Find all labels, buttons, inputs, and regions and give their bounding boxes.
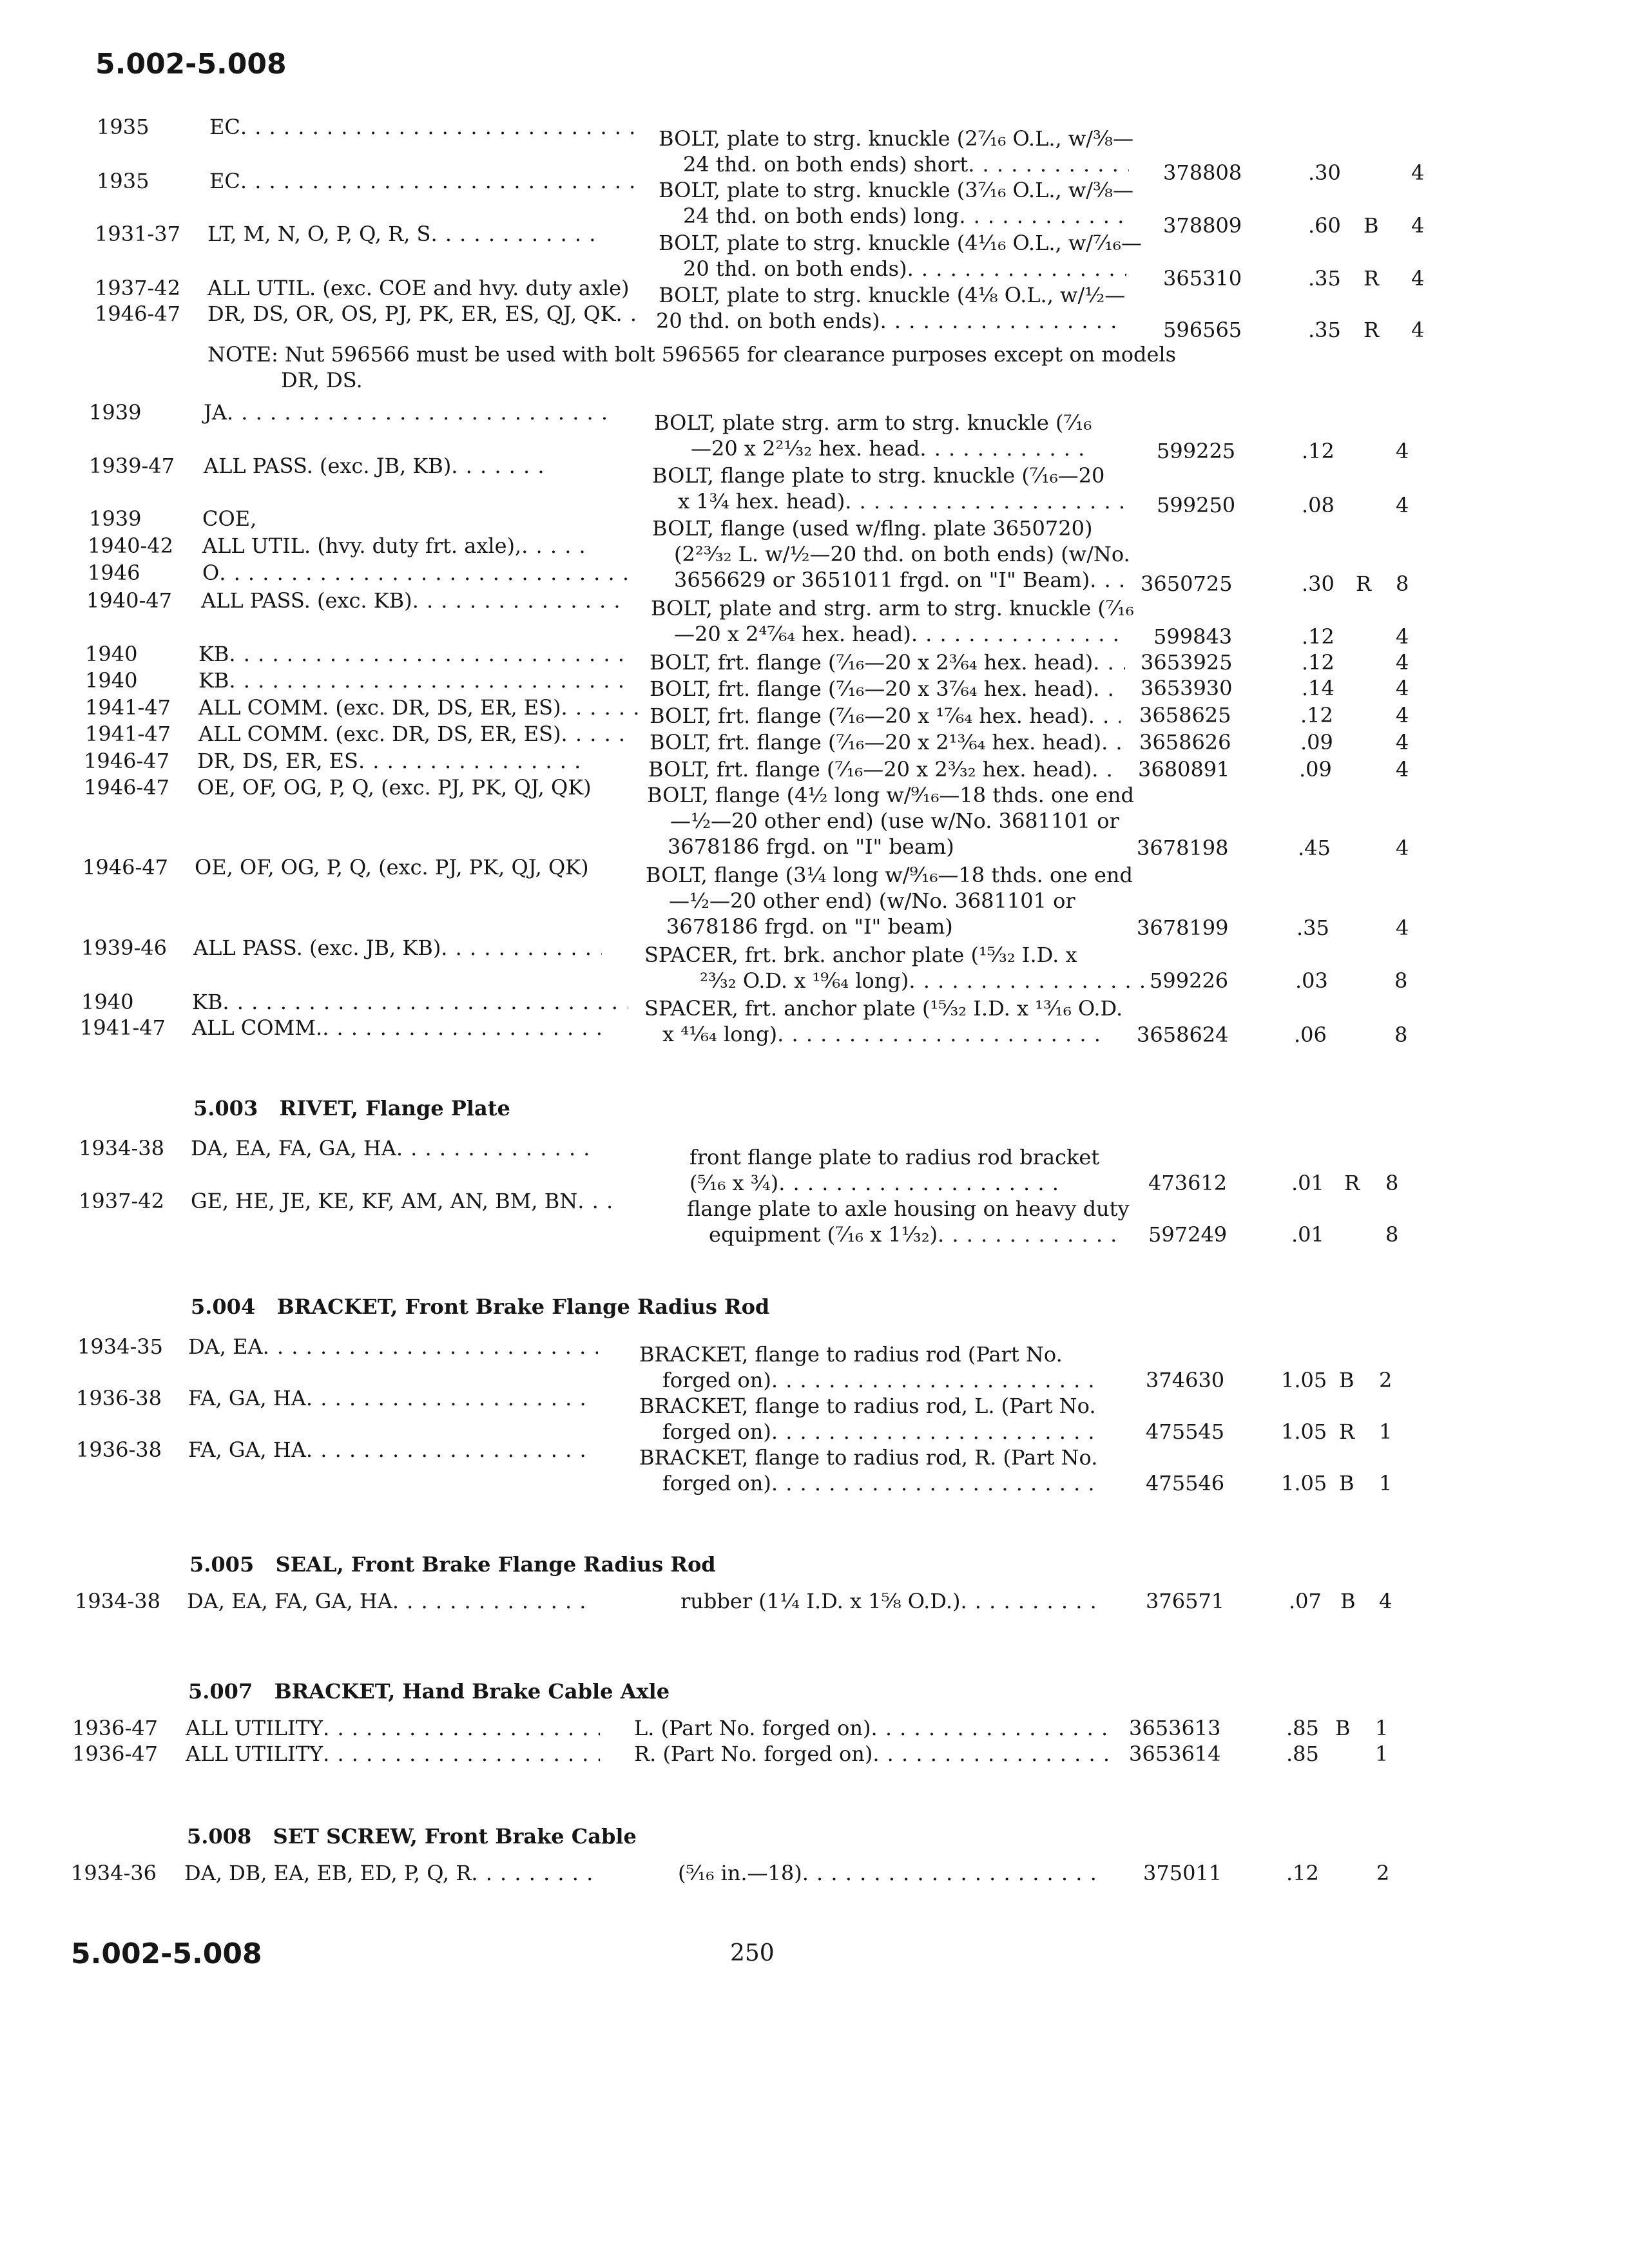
part-number: 599843 [1153, 624, 1233, 649]
description-line: BOLT, frt. flange (⁷⁄₁₆—20 x 2¹³⁄₆₄ hex. head). . . [650, 729, 1127, 755]
year: 1939-47 [89, 454, 175, 478]
section-heading [187, 1823, 637, 1849]
price: .09 [1299, 757, 1332, 782]
part-number: 3678199 [1137, 916, 1229, 940]
description-line: BOLT, plate to strg. knuckle (2⁷⁄₁₆ O.L., w/⅜— [659, 126, 1134, 151]
model: KB. . . [198, 641, 628, 667]
year: 1931-37 [95, 222, 180, 246]
part-number: 3680891 [1138, 757, 1230, 782]
description-line: forged on). . . [662, 1470, 1094, 1496]
year: 1935 [97, 169, 149, 193]
model: ALL UTILITY. . . [186, 1715, 600, 1741]
model: DA, EA, FA, GA, HA. . . [191, 1135, 590, 1161]
description-line: 24 thd. on both ends) short. . . [683, 151, 1129, 177]
quantity: 8 [1394, 1023, 1408, 1047]
part-number: 3653613 [1129, 1716, 1221, 1740]
description-line: SPACER, frt. brk. anchor plate (¹⁵⁄₃₂ I.D. x [644, 943, 1077, 967]
section-title: SET SCREW, Front Brake Cable [273, 1824, 637, 1849]
year: 1936-47 [72, 1716, 158, 1740]
price: .08 [1302, 493, 1335, 517]
description-line: ²³⁄₃₂ O.D. x ¹⁹⁄₆₄ long). . . [700, 968, 1153, 994]
price: .85 [1286, 1742, 1319, 1766]
year: 1940-47 [86, 588, 172, 613]
quantity: 4 [1396, 624, 1409, 649]
description-line: BOLT, frt. flange (⁷⁄₁₆—20 x ¹⁷⁄₆₄ hex. head). . . [650, 703, 1121, 729]
page-header-range: 5.002-5.008 [95, 48, 287, 81]
section-number: 5.008 [187, 1824, 252, 1849]
quantity: 8 [1385, 1222, 1399, 1247]
model: GE, HE, JE, KE, KF, AM, AN, BM, BN. . . [191, 1188, 622, 1214]
price: 1.05 [1281, 1368, 1327, 1392]
description-line: SPACER, frt. anchor plate (¹⁵⁄₃₂ I.D. x ¹³⁄₁₆ O.D. [644, 996, 1123, 1021]
model: ALL PASS. (exc. JB, KB). . . [193, 935, 602, 961]
model: O. . . [202, 560, 631, 586]
description-line: BOLT, frt. flange (⁷⁄₁₆—20 x 2³⁄₆₄ hex. head). . . [650, 649, 1125, 675]
year: 1939-46 [81, 936, 167, 960]
price: .14 [1302, 676, 1335, 700]
description-line: 20 thd. on both ends). . . [656, 308, 1125, 334]
part-number: 378808 [1163, 160, 1242, 185]
model: ALL UTILITY. . . [186, 1741, 600, 1767]
description-line: —½—20 other end) (w/No. 3681101 or [669, 889, 1075, 913]
description-line: BOLT, flange plate to strg. knuckle (⁷⁄₁₆—20 [652, 463, 1105, 488]
model: FA, GA, HA. . . [188, 1437, 590, 1463]
model: DR, DS, ER, ES. . . [197, 748, 590, 774]
page-footer-range: 5.002-5.008 [71, 1937, 262, 1970]
model: DA, EA. . . [188, 1334, 598, 1360]
description-line: flange plate to axle housing on heavy duty [687, 1196, 1130, 1221]
price: .35 [1308, 318, 1341, 342]
section-title: BRACKET, Hand Brake Cable Axle [274, 1679, 670, 1704]
quantity: 4 [1411, 213, 1425, 238]
quantity: 4 [1396, 836, 1409, 860]
description-line: BOLT, frt. flange (⁷⁄₁₆—20 x 3⁷⁄₆₄ hex. head). . . [650, 676, 1119, 702]
code: R [1364, 266, 1380, 291]
part-number: 376571 [1146, 1589, 1225, 1613]
part-number: 375011 [1143, 1861, 1222, 1885]
code: R [1339, 1419, 1355, 1444]
description-line: BOLT, flange (4½ long w/⁹⁄₁₆—18 thds. one end [647, 783, 1135, 807]
part-number: 374630 [1146, 1368, 1225, 1392]
model: COE, [202, 506, 257, 531]
model: DA, EA, FA, GA, HA. . . [187, 1588, 592, 1614]
section-title: SEAL, Front Brake Flange Radius Rod [275, 1552, 716, 1577]
model: DA, DB, EA, EB, ED, P, Q, R. . . [184, 1860, 593, 1886]
description-line: BOLT, plate to strg. knuckle (3⁷⁄₁₆ O.L., w/⅜— [659, 178, 1134, 202]
model: LT, M, N, O, P, Q, R, S. . . [207, 221, 598, 247]
quantity: 4 [1396, 676, 1409, 700]
model: ALL COMM. (exc. DR, DS, ER, ES). . . [198, 695, 639, 720]
part-number: 3653930 [1141, 676, 1233, 700]
description-line: x ⁴¹⁄₆₄ long). . . [662, 1021, 1099, 1047]
description-line: BOLT, flange (3¼ long w/⁹⁄₁₆—18 thds. one end [646, 863, 1133, 887]
description-line: 3678186 frgd. on "I" beam) [668, 834, 954, 859]
price: .35 [1308, 266, 1341, 291]
section-title: BRACKET, Front Brake Flange Radius Rod [276, 1294, 770, 1319]
note-text: NOTE: Nut 596566 must be used with bolt 596565 for clearance purposes except on models [207, 342, 1177, 367]
part-number: 3658626 [1139, 730, 1231, 754]
section-heading [189, 1552, 716, 1577]
description-line: BOLT, plate and strg. arm to strg. knuckle (⁷⁄₁₆ [651, 596, 1134, 620]
description-line: x 1¾ hex. head). . . [678, 488, 1128, 514]
model: EC. . . [209, 114, 640, 140]
quantity: 4 [1411, 160, 1425, 185]
model: KB. . . [192, 989, 628, 1015]
model: ALL PASS. (exc. JB, KB). . . [204, 453, 548, 479]
section-number: 5.005 [189, 1552, 255, 1577]
year: 1934-38 [79, 1136, 164, 1160]
description-line: —20 x 2²¹⁄₃₂ hex. head. . . [691, 436, 1094, 461]
model: KB. . . [198, 668, 628, 693]
year: 1934-35 [77, 1334, 163, 1359]
year: 1946-47 [82, 855, 168, 879]
price: .07 [1289, 1589, 1322, 1613]
quantity: 8 [1396, 572, 1409, 596]
year: 1935 [97, 115, 149, 139]
part-number: 599226 [1150, 968, 1229, 993]
year: 1934-36 [71, 1861, 157, 1885]
description-line: forged on). . . [662, 1367, 1094, 1393]
quantity: 4 [1396, 650, 1409, 675]
part-number: 365310 [1163, 266, 1242, 291]
part-number: 3658624 [1137, 1023, 1229, 1047]
quantity: 4 [1396, 439, 1409, 463]
year: 1936-47 [72, 1742, 158, 1766]
description-line: L. (Part No. forged on). . . [634, 1715, 1115, 1741]
price: 1.05 [1281, 1419, 1327, 1444]
part-number: 599225 [1157, 439, 1236, 463]
model: JA. . . [204, 399, 613, 425]
part-number: 475545 [1146, 1419, 1225, 1444]
description-line: (⁵⁄₁₆ in.—18). . . [678, 1860, 1105, 1886]
year: 1937-42 [79, 1189, 164, 1213]
part-number: 3658625 [1139, 703, 1231, 727]
quantity: 4 [1379, 1589, 1393, 1613]
part-number: 3650725 [1141, 572, 1233, 596]
model: FA, GA, HA. . . [188, 1385, 590, 1411]
description-line: (⁵⁄₁₆ x ¾). . . [689, 1170, 1062, 1196]
price: .12 [1302, 439, 1335, 463]
year: 1936-38 [76, 1437, 162, 1462]
code: R [1364, 318, 1380, 342]
part-number: 596565 [1163, 318, 1242, 342]
price: .30 [1302, 572, 1335, 596]
year: 1934-38 [75, 1589, 160, 1613]
year: 1941-47 [85, 722, 171, 746]
price: .03 [1295, 968, 1328, 993]
description-line: (2²³⁄₃₂ L. w/½—20 thd. on both ends) (w/No. [674, 542, 1130, 566]
price: .85 [1286, 1716, 1319, 1740]
year: 1939 [89, 400, 142, 425]
description-line: BOLT, plate to strg. knuckle (4¹⁄₁₆ O.L., w/⁷⁄₁₆— [659, 231, 1142, 255]
note-text: DR, DS. [281, 368, 363, 392]
part-number: 3653614 [1129, 1742, 1221, 1766]
description-line: 20 thd. on both ends). . . [683, 256, 1126, 282]
year: 1940-42 [88, 533, 173, 558]
quantity: 4 [1396, 703, 1409, 727]
quantity: 2 [1376, 1861, 1390, 1885]
year: 1946-47 [84, 749, 169, 773]
section-heading [191, 1294, 769, 1320]
code: B [1364, 213, 1379, 238]
part-number: 3653925 [1141, 650, 1233, 675]
description-line: equipment (⁷⁄₁₆ x 1¹⁄₃₂). . . [709, 1222, 1124, 1247]
description-line: BOLT, flange (used w/flng. plate 3650720) [652, 516, 1093, 541]
year: 1946-47 [84, 775, 169, 800]
year: 1939 [89, 506, 142, 531]
description-line: BOLT, plate to strg. knuckle (4⅛ O.L., w/½— [659, 283, 1126, 307]
description-line: —20 x 2⁴⁷⁄₆₄ hex. head). . . [674, 621, 1117, 647]
part-number: 475546 [1146, 1471, 1225, 1495]
year: 1941-47 [85, 695, 171, 720]
model: EC. . . [209, 168, 640, 194]
section-heading [193, 1095, 510, 1121]
code: R [1356, 572, 1372, 596]
quantity: 4 [1396, 916, 1409, 940]
price: .01 [1291, 1171, 1324, 1195]
page-number: 250 [730, 1940, 775, 1966]
year: 1937-42 [95, 276, 180, 300]
part-number: 3678198 [1137, 836, 1229, 860]
year: 1946 [88, 561, 140, 585]
price: .12 [1302, 624, 1335, 649]
description-line: 3656629 or 3651011 frgd. on "I" Beam). . . [674, 567, 1128, 593]
description-line: 3678186 frgd. on "I" beam) [666, 914, 953, 939]
model: OE, OF, OG, P, Q, (exc. PJ, PK, QJ, QK) [195, 855, 589, 879]
price: .60 [1308, 213, 1341, 238]
year: 1941-47 [80, 1015, 166, 1040]
description-line: BOLT, plate strg. arm to strg. knuckle (⁷⁄₁₆ [654, 410, 1092, 435]
quantity: 4 [1396, 730, 1409, 754]
description-line: forged on). . . [662, 1419, 1094, 1445]
quantity: 4 [1411, 318, 1425, 342]
price: .01 [1291, 1222, 1324, 1247]
description-line: BRACKET, flange to radius rod, R. (Part No. [639, 1445, 1098, 1470]
part-number: 378809 [1163, 213, 1242, 238]
section-number: 5.004 [191, 1294, 256, 1319]
description-line: R. (Part No. forged on). . . [634, 1741, 1111, 1767]
code: B [1339, 1471, 1354, 1495]
description-line: BRACKET, flange to radius rod, L. (Part No. [639, 1394, 1096, 1418]
description-line: BRACKET, flange to radius rod (Part No. [639, 1342, 1063, 1367]
year: 1940 [81, 990, 134, 1014]
part-number: 597249 [1148, 1222, 1228, 1247]
code: R [1344, 1171, 1360, 1195]
description-line: BOLT, frt. flange (⁷⁄₁₆—20 x 2³⁄₃₂ hex. head). . . [648, 756, 1117, 782]
year: 1936-38 [76, 1386, 162, 1410]
description-line: —½—20 other end) (use w/No. 3681101 or [670, 809, 1119, 833]
code: B [1335, 1716, 1351, 1740]
section-title: RIVET, Flange Plate [279, 1096, 510, 1120]
quantity: 1 [1375, 1716, 1389, 1740]
price: .30 [1308, 160, 1341, 185]
model: DR, DS, OR, OS, PJ, PK, ER, ES, QJ, QK. . . [207, 301, 635, 327]
part-number: 473612 [1148, 1171, 1228, 1195]
description-line: front flange plate to radius rod bracket [689, 1145, 1100, 1169]
price: .12 [1286, 1861, 1319, 1885]
model: ALL UTIL. (exc. COE and hvy. duty axle) [207, 276, 630, 300]
description-line: rubber (1¼ I.D. x 1⅝ O.D.). . . [680, 1588, 1102, 1614]
price: .12 [1302, 650, 1335, 675]
section-number: 5.003 [193, 1096, 258, 1120]
code: B [1340, 1589, 1356, 1613]
model: ALL PASS. (exc. KB). . . [201, 588, 619, 613]
price: .09 [1300, 730, 1333, 754]
quantity: 8 [1394, 968, 1408, 993]
price: .12 [1300, 703, 1333, 727]
code: B [1339, 1368, 1354, 1392]
quantity: 4 [1396, 757, 1409, 782]
quantity: 2 [1379, 1368, 1393, 1392]
price: 1.05 [1281, 1471, 1327, 1495]
section-heading [188, 1678, 670, 1704]
quantity: 4 [1411, 266, 1425, 291]
model: ALL UTIL. (hvy. duty frt. axle),. . . [202, 533, 586, 559]
price: .35 [1296, 916, 1329, 940]
quantity: 4 [1396, 493, 1409, 517]
quantity: 1 [1379, 1419, 1393, 1444]
year: 1940 [85, 642, 138, 666]
year: 1940 [85, 668, 138, 693]
part-number: 599250 [1157, 493, 1236, 517]
model: OE, OF, OG, P, Q, (exc. PJ, PK, QJ, QK) [197, 775, 592, 800]
quantity: 8 [1385, 1171, 1399, 1195]
year: 1946-47 [95, 302, 180, 326]
price: .06 [1294, 1023, 1327, 1047]
quantity: 1 [1379, 1471, 1393, 1495]
quantity: 1 [1375, 1742, 1389, 1766]
section-number: 5.007 [188, 1679, 253, 1704]
price: .45 [1298, 836, 1331, 860]
model: ALL COMM. (exc. DR, DS, ER, ES). . . [198, 721, 626, 747]
description-line: 24 thd. on both ends) long. . . [683, 203, 1126, 229]
model: ALL COMM.. . . [192, 1015, 606, 1041]
